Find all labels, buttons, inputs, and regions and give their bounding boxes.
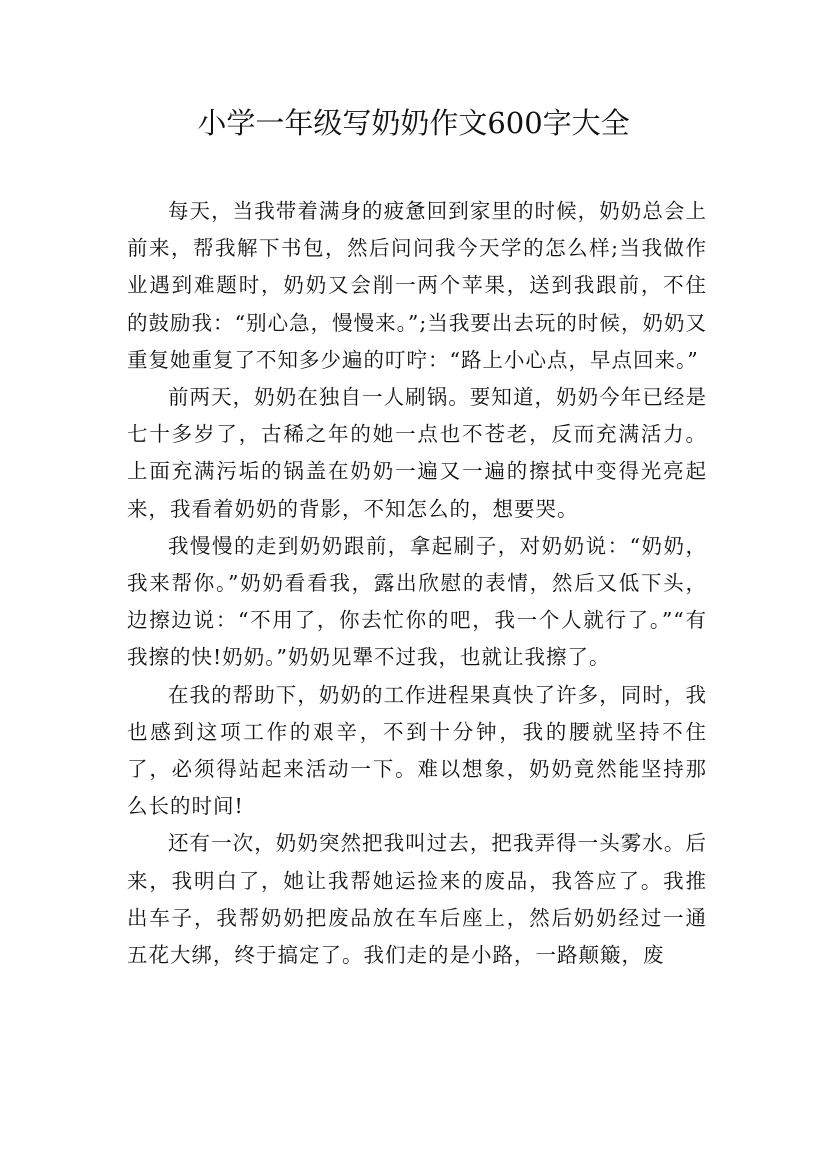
paragraph-1: 每天，当我带着满身的疲惫回到家里的时候，奶奶总会上前来，帮我解下书包，然后问问我今天学的怎么样;当我做作业遇到难题时，奶奶又会削一两个苹果，送到我跟前，不住的鼓励我：“别心急，慢慢来。”;当我要出去玩的时候，奶奶又重复她重复了不知多少遍的叮咛：“路上小心点，早点回来。” xyxy=(127,199,707,372)
paragraph-3: 我慢慢的走到奶奶跟前，拿起刷子，对奶奶说：“奶奶，我来帮你。”奶奶看看我，露出欣慰的表情，然后又低下头，边擦边说：“不用了，你去忙你的吧，我一个人就行了。”“有我擦的快!奶奶。”奶奶见犟不过我，也就让我擦了。 xyxy=(127,533,707,670)
document-body xyxy=(127,193,707,974)
document-title: 小学一年级写奶奶作文600字大全 xyxy=(197,106,630,140)
paragraph-2: 前两天，奶奶在独自一人刷锅。要知道，奶奶今年已经是七十多岁了，古稀之年的她一点也不苍老，反而充满活力。上面充满污垢的锅盖在奶奶一遍又一遍的擦拭中变得光亮起来，我看着奶奶的背影，不知怎么的，想要哭。 xyxy=(127,385,707,521)
paragraph-5: 还有一次，奶奶突然把我叫过去，把我弄得一头雾水。后来，我明白了，她让我帮她运捡来的废品，我答应了。我推出车子，我帮奶奶把废品放在车后座上，然后奶奶经过一通五花大绑，终于搞定了。我们走的是小路，一路颠簸，废 xyxy=(127,831,707,968)
paragraph-4: 在我的帮助下，奶奶的工作进程果真快了许多，同时，我也感到这项工作的艰辛，不到十分钟，我的腰就坚持不住了，必须得站起来活动一下。难以想象，奶奶竟然能坚持那么长的时间! xyxy=(127,682,707,819)
